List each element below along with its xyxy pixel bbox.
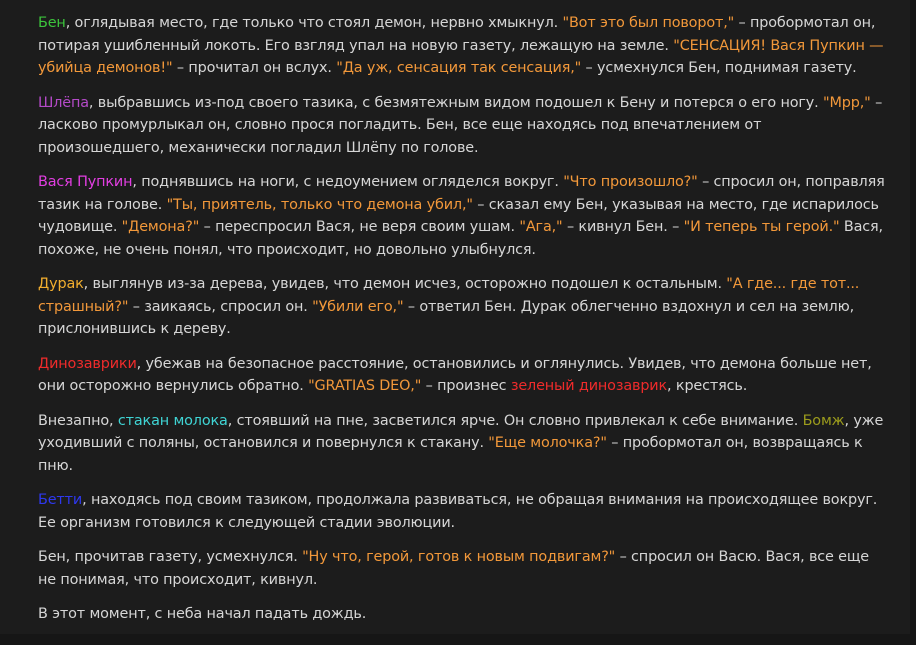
dialogue-quote: "Ты, приятель, только что демона убил," bbox=[166, 196, 473, 213]
scrollbar-track[interactable] bbox=[910, 0, 916, 645]
narration-text: – усмехнулся Бен, поднимая газету. bbox=[581, 60, 857, 76]
character-name-betty: Бетти bbox=[38, 492, 83, 508]
character-name-vasya: Вася Пупкин bbox=[38, 174, 133, 190]
narration-text: – ласково промурлыкал он, словно прося погладить. Бен, все еще находясь под впечатлением от произошедшего, механически погладил Шлёпу по голове. bbox=[38, 94, 883, 156]
narration-text: , поднявшись на ноги, с недоумением огляделся вокруг. bbox=[132, 174, 564, 190]
dialogue-quote: "Да уж, сенсация так сенсация," bbox=[336, 60, 582, 76]
character-name-bomzh: Бомж bbox=[802, 412, 845, 429]
character-name-durak: Дурак bbox=[38, 276, 84, 292]
story-paragraph bbox=[38, 410, 886, 478]
narration-text: – переспросил Вася, не веря своим ушам. bbox=[199, 219, 520, 235]
dialogue-quote: "СЕНСАЦИЯ! Вася Пупкин — убийца демонов!" bbox=[38, 37, 884, 76]
narration-text: , оглядывая место, где только что стоял демон, нервно хмыкнул. bbox=[65, 15, 563, 31]
story-paragraph bbox=[38, 603, 886, 626]
dialogue-quote: "Ага," bbox=[519, 219, 563, 235]
narration-text: , крестясь. bbox=[667, 378, 748, 394]
dialogue-quote: "А где... где тот... страшный?" bbox=[38, 276, 860, 315]
dialogue-quote: "Еще молочка?" bbox=[488, 435, 607, 451]
narration-text: – пробормотал он, потирая ушибленный локоть. Его взгляд упал на новую газету, лежащую на земле. bbox=[38, 15, 876, 54]
bottom-strip bbox=[0, 634, 916, 645]
dialogue-quote: "Убили его," bbox=[312, 298, 404, 315]
story-paragraph bbox=[38, 546, 886, 591]
narration-text: – спросил он Васю. Вася, все еще не понимая, что происходит, кивнул. bbox=[38, 549, 869, 588]
story-paragraph bbox=[38, 12, 886, 80]
character-name-dino: Динозаврики bbox=[38, 355, 137, 372]
character-name-shlepa: Шлёпа bbox=[38, 94, 89, 111]
narration-text: , выбравшись из-под своего тазика, с безмятежным видом подошел к Бену и потерся о его ногу. bbox=[88, 94, 824, 111]
narration-text: Внезапно, bbox=[38, 412, 118, 429]
narration-text: – прочитал он вслух. bbox=[172, 60, 337, 76]
narration-text: , уже уходивший с поляны, остановился и повернулся к стакану. bbox=[38, 412, 884, 451]
character-name-ben: Бен bbox=[38, 15, 66, 31]
narration-text: , убежав на безопасное расстояние, остановились и оглянулись. Увидев, что демона больше нет, они осторожно вернулись обратно. bbox=[38, 355, 872, 394]
story-paragraph bbox=[38, 92, 886, 160]
narration-text: – пробормотал он, возвращаясь к пню. bbox=[38, 435, 863, 474]
story-paragraph bbox=[38, 353, 886, 398]
narration-text: – спросил он, поправляя тазик на голове. bbox=[38, 174, 885, 213]
narration-text: , находясь под своим тазиком, продолжала развиваться, не обращая внимания на происходящее вокруг. Ее организм готовился к следующей стадии эволюции. bbox=[38, 492, 878, 531]
dialogue-quote: "И теперь ты герой." bbox=[683, 219, 840, 235]
narration-text: , выглянув из-за дерева, увидев, что демон исчез, осторожно подошел к остальным. bbox=[83, 276, 727, 292]
narration-text: Бен, прочитав газету, усмехнулся. bbox=[38, 549, 303, 565]
character-name-milk: стакан молока bbox=[117, 412, 228, 429]
narration-text: – кивнул Бен. – bbox=[562, 219, 684, 235]
narration-text: , стоявший на пне, засветился ярче. Он словно привлекал к себе внимание. bbox=[227, 412, 803, 429]
story-paragraph bbox=[38, 171, 886, 261]
narration-text: – ответил Бен. Дурак облегченно вздохнул и сел на землю, прислонившись к дереву. bbox=[38, 298, 854, 337]
narration-text: – сказал ему Бен, указывая на место, где испарилось чудовище. bbox=[38, 196, 879, 235]
story-paragraph bbox=[38, 489, 886, 534]
narration-text: В этот момент, с неба начал падать дождь. bbox=[38, 606, 367, 622]
narration-text: – произнес bbox=[421, 378, 511, 394]
dialogue-quote: "Мрр," bbox=[823, 94, 871, 111]
story-paragraph bbox=[38, 273, 886, 341]
dialogue-quote: "GRATIAS DEO," bbox=[308, 378, 422, 394]
narration-text: – заикаясь, спросил он. bbox=[128, 298, 313, 315]
dialogue-quote: "Демона?" bbox=[121, 219, 200, 235]
dialogue-quote: "Вот это был поворот," bbox=[562, 15, 735, 31]
character-name-dino: зеленый динозаврик bbox=[510, 378, 668, 394]
dialogue-quote: "Ну что, герой, готов к новым подвигам?" bbox=[302, 549, 616, 565]
narration-text: Вася, похоже, не очень понял, что происходит, но довольно улыбнулся. bbox=[38, 219, 883, 258]
dialogue-quote: "Что произошло?" bbox=[563, 174, 698, 190]
